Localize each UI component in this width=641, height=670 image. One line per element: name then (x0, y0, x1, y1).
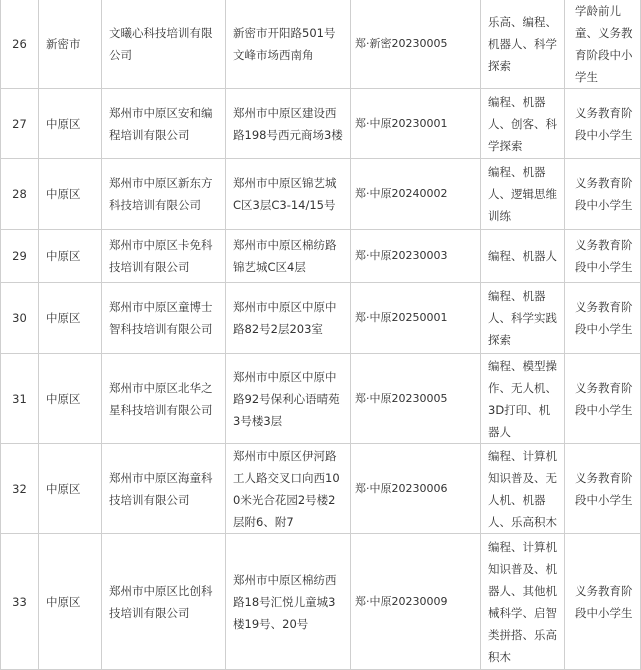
table-row (1, 534, 641, 670)
target-cell: 学龄前儿童、义务教育阶段中小学生 (565, 0, 641, 89)
organization-cell: 郑州市中原区比创科技培训有限公司 (102, 534, 226, 670)
row-number: 32 (1, 444, 39, 534)
row-number: 27 (1, 89, 39, 159)
district-cell: 中原区 (39, 534, 102, 670)
address-cell: 郑州市中原区棉纺西路18号汇悦儿童城3楼19号、20号 (226, 534, 351, 670)
license-cell: 郑·中原20230005 (351, 354, 481, 444)
target-cell: 义务教育阶段中小学生 (565, 159, 641, 230)
target-cell: 义务教育阶段中小学生 (565, 89, 641, 159)
license-cell: 郑·中原20230001 (351, 89, 481, 159)
table-row (1, 283, 641, 354)
row-number: 31 (1, 354, 39, 444)
district-cell: 中原区 (39, 159, 102, 230)
table-row (1, 354, 641, 444)
target-cell: 义务教育阶段中小学生 (565, 230, 641, 283)
address-cell: 郑州市中原区锦艺城C区3层C3-14/15号 (226, 159, 351, 230)
content-cell: 乐高、编程、机器人、科学探索 (481, 0, 565, 89)
license-cell: 郑·新密20230005 (351, 0, 481, 89)
table-row (1, 159, 641, 230)
row-number: 26 (1, 0, 39, 89)
target-cell: 义务教育阶段中小学生 (565, 283, 641, 354)
content-cell: 编程、模型操作、无人机、3D打印、机器人 (481, 354, 565, 444)
license-cell: 郑·中原20240002 (351, 159, 481, 230)
organization-cell: 郑州市中原区卡免科技培训有限公司 (102, 230, 226, 283)
table-row (1, 89, 641, 159)
district-cell: 中原区 (39, 230, 102, 283)
organization-cell: 郑州市中原区童博士智科技培训有限公司 (102, 283, 226, 354)
table-row (1, 0, 641, 89)
row-number: 29 (1, 230, 39, 283)
address-cell: 郑州市中原区建设西路198号西元商场3楼 (226, 89, 351, 159)
target-cell: 义务教育阶段中小学生 (565, 534, 641, 670)
address-cell: 郑州市中原区伊河路工人路交叉口向西100米光合花园2号楼2层附6、附7 (226, 444, 351, 534)
organization-cell: 郑州市中原区北华之星科技培训有限公司 (102, 354, 226, 444)
organization-cell: 郑州市中原区安和编程培训有限公司 (102, 89, 226, 159)
row-number: 33 (1, 534, 39, 670)
license-cell: 郑·中原20250001 (351, 283, 481, 354)
address-cell: 郑州市中原区棉纺路锦艺城C区4层 (226, 230, 351, 283)
content-cell: 编程、机器人、逻辑思维训练 (481, 159, 565, 230)
organization-cell: 郑州市中原区海童科技培训有限公司 (102, 444, 226, 534)
target-cell: 义务教育阶段中小学生 (565, 354, 641, 444)
row-number: 28 (1, 159, 39, 230)
address-cell: 郑州市中原区中原中路92号保利心语晴苑3号楼3层 (226, 354, 351, 444)
content-cell: 编程、计算机知识普及、机器人、其他机械科学、启智类拼搭、乐高积木 (481, 534, 565, 670)
target-cell: 义务教育阶段中小学生 (565, 444, 641, 534)
district-cell: 新密市 (39, 0, 102, 89)
address-cell: 郑州市中原区中原中路82号2层203室 (226, 283, 351, 354)
content-cell: 编程、机器人、创客、科学探索 (481, 89, 565, 159)
row-number: 30 (1, 283, 39, 354)
organization-cell: 文曦心科技培训有限公司 (102, 0, 226, 89)
license-cell: 郑·中原20230006 (351, 444, 481, 534)
district-cell: 中原区 (39, 354, 102, 444)
content-cell: 编程、机器人、科学实践探索 (481, 283, 565, 354)
license-cell: 郑·中原20230009 (351, 534, 481, 670)
table-row (1, 230, 641, 283)
address-cell: 新密市开阳路501号文峰市场西南角 (226, 0, 351, 89)
district-cell: 中原区 (39, 444, 102, 534)
license-cell: 郑·中原20230003 (351, 230, 481, 283)
content-cell: 编程、计算机知识普及、无人机、机器人、乐高积木 (481, 444, 565, 534)
district-cell: 中原区 (39, 283, 102, 354)
content-cell: 编程、机器人 (481, 230, 565, 283)
district-cell: 中原区 (39, 89, 102, 159)
table-row (1, 444, 641, 534)
organization-cell: 郑州市中原区新东方科技培训有限公司 (102, 159, 226, 230)
